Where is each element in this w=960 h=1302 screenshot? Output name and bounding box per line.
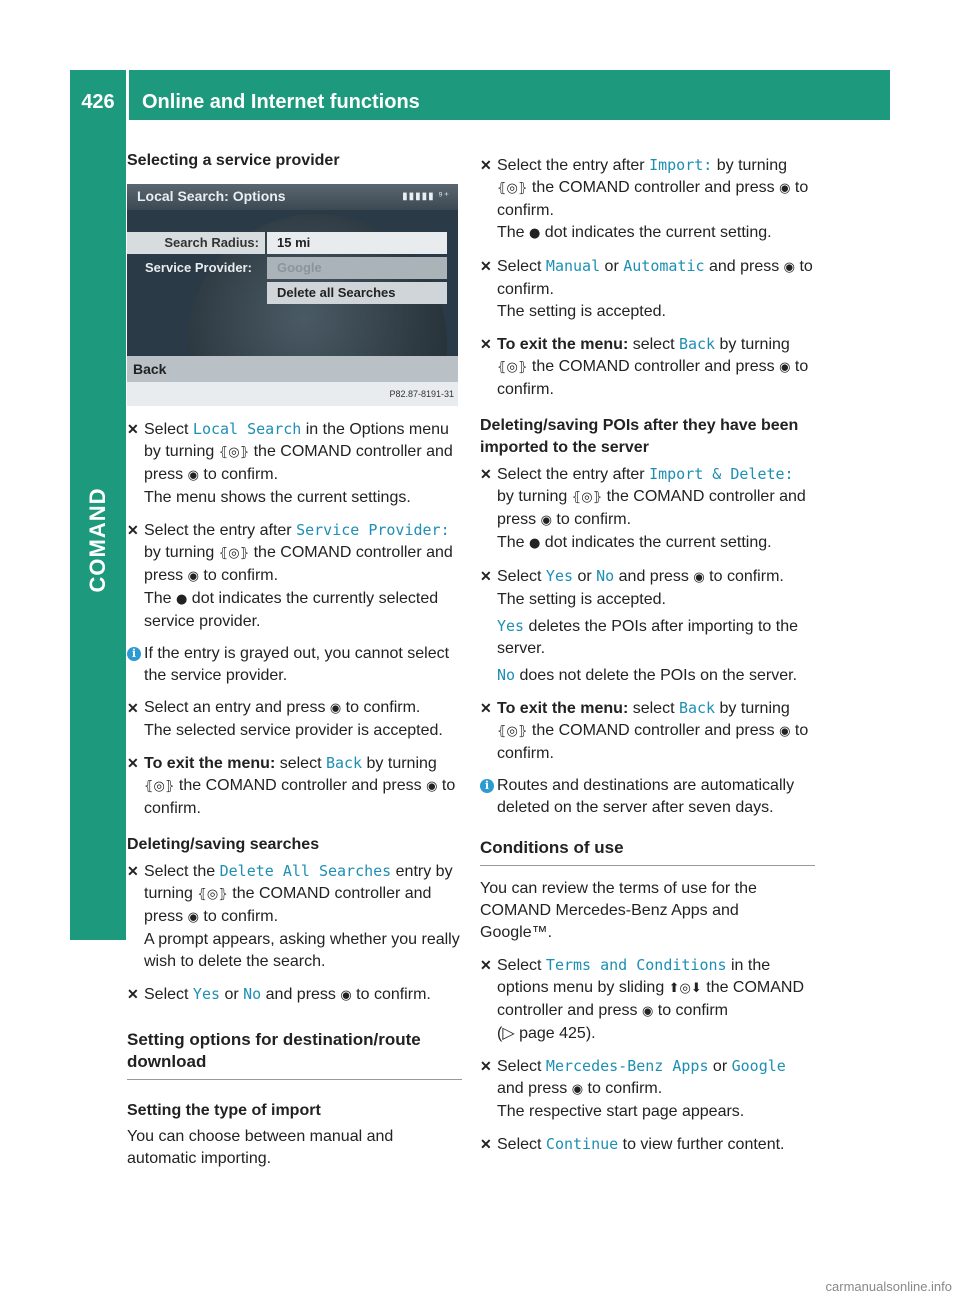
step-delete-all: ✕ Select the Delete All Searches entry by turning ⦃◎⦄ the COMAND controller and press ◉ to confirm. A prompt appears, asking whether you really wish to delete the search. bbox=[127, 862, 460, 970]
info-note-grayed: i If the entry is grayed out, you cannot select the service provider. bbox=[127, 643, 462, 687]
left-column bbox=[127, 150, 462, 1170]
heading-delete-searches: Deleting/saving searches bbox=[127, 836, 320, 853]
dot-icon: ● bbox=[529, 536, 541, 551]
header-divider bbox=[126, 70, 129, 120]
step-bullet-icon: ✕ bbox=[127, 700, 139, 716]
page-reference-link[interactable]: (▷ page 425). bbox=[497, 1025, 596, 1042]
step-bullet-icon: ✕ bbox=[127, 755, 139, 771]
controller-press-icon: ◉ bbox=[187, 569, 199, 584]
controller-turn-icon: ⦃◎⦄ bbox=[218, 445, 250, 460]
controller-press-icon: ◉ bbox=[779, 360, 791, 375]
screen-title: Local Search: Options bbox=[137, 188, 286, 204]
step-exit-menu-3: ✕ To exit the menu: select Back by turning ⦃◎⦄ the COMAND controller and press ◉ to confirm. bbox=[480, 699, 809, 762]
step-import-entry: ✕ Select the entry after Import: by turning ⦃◎⦄ the COMAND controller and press ◉ to confirm. The ● dot indicates the current setting. bbox=[480, 156, 809, 241]
step-yes-no-2: ✕ Select Yes or No and press ◉ to confirm. The setting is accepted. Yes deletes the POIs after importing to the server. No does not delete the POIs on the server. bbox=[480, 567, 799, 684]
step-bullet-icon: ✕ bbox=[480, 568, 492, 584]
paragraph-import-type: You can choose between manual and automatic importing. bbox=[127, 1128, 394, 1167]
chapter-tab-label: COMAND bbox=[85, 487, 110, 593]
heading-route-download: Setting options for destination/route download bbox=[127, 1029, 462, 1080]
controller-press-icon: ◉ bbox=[426, 779, 438, 794]
screen-image-code: P82.87-8191-31 bbox=[127, 382, 458, 406]
step-bullet-icon: ✕ bbox=[480, 336, 492, 352]
step-bullet-icon: ✕ bbox=[480, 258, 492, 274]
controller-turn-icon: ⦃◎⦄ bbox=[497, 724, 528, 739]
step-bullet-icon: ✕ bbox=[480, 1058, 492, 1074]
controller-turn-icon: ⦃◎⦄ bbox=[218, 546, 250, 561]
step-exit-menu-2: ✕ To exit the menu: select Back by turning ⦃◎⦄ the COMAND controller and press ◉ to confirm. bbox=[480, 335, 809, 398]
step-manual-automatic: ✕ Select Manual or Automatic and press ◉ to confirm. The setting is accepted. bbox=[480, 257, 813, 320]
screen-radius-label: Search Radius: bbox=[127, 232, 265, 254]
step-bullet-icon: ✕ bbox=[127, 421, 139, 437]
step-bullet-icon: ✕ bbox=[480, 1136, 492, 1152]
step-apps-google: ✕ Select Mercedes-Benz Apps or Google and press ◉ to confirm. The respective start page appears. bbox=[480, 1057, 786, 1120]
controller-turn-icon: ⦃◎⦄ bbox=[497, 181, 528, 196]
dot-icon: ● bbox=[529, 226, 541, 241]
page-title: Online and Internet functions bbox=[142, 91, 420, 113]
screen-provider-value: Google bbox=[267, 257, 447, 279]
controller-slide-icon: ⬆◎⬇ bbox=[668, 981, 702, 996]
controller-press-icon: ◉ bbox=[187, 468, 199, 483]
info-icon: i bbox=[127, 647, 141, 661]
step-bullet-icon: ✕ bbox=[127, 863, 139, 879]
step-bullet-icon: ✕ bbox=[480, 957, 492, 973]
controller-press-icon: ◉ bbox=[329, 701, 342, 716]
right-column bbox=[480, 150, 815, 1156]
dot-icon: ● bbox=[176, 592, 188, 607]
signal-icon: ▮▮▮▮▮ ⁹⁺ bbox=[402, 191, 450, 202]
controller-press-icon: ◉ bbox=[340, 988, 352, 1003]
controller-press-icon: ◉ bbox=[779, 181, 791, 196]
heading-import-type: Setting the type of import bbox=[127, 1102, 321, 1119]
screen-provider-label: Service Provider: bbox=[145, 260, 252, 275]
page-header bbox=[70, 70, 890, 120]
step-import-delete: ✕ Select the entry after Import & Delete: by turning ⦃◎⦄ the COMAND controller and press ◉ to confirm. The ● dot indicates the current setting. bbox=[480, 465, 806, 551]
step-select-provider: ✕ Select the entry after Service Provider: by turning ⦃◎⦄ the COMAND controller and press ◉ to confirm. The ● dot indicates the currently selected service provider. bbox=[127, 521, 453, 630]
step-select-entry: ✕ Select an entry and press ◉ to confirm. The selected service provider is accepted. bbox=[127, 699, 443, 739]
paragraph-conditions: You can review the terms of use for the COMAND Mercedes-Benz Apps and Google™. bbox=[480, 880, 757, 941]
step-bullet-icon: ✕ bbox=[480, 157, 492, 173]
controller-turn-icon: ⦃◎⦄ bbox=[571, 490, 603, 505]
step-bullet-icon: ✕ bbox=[127, 522, 139, 538]
step-exit-menu: ✕ To exit the menu: select Back by turning ⦃◎⦄ the COMAND controller and press ◉ to confirm. bbox=[127, 754, 456, 817]
controller-press-icon: ◉ bbox=[693, 570, 705, 585]
step-continue: ✕ Select Continue to view further content. bbox=[480, 1135, 785, 1153]
comand-screen-image bbox=[127, 184, 458, 406]
screen-radius-value: 15 mi bbox=[267, 232, 447, 254]
heading-conditions: Conditions of use bbox=[480, 837, 815, 866]
controller-press-icon: ◉ bbox=[540, 513, 552, 528]
step-select-local-search: ✕ Select Local Search in the Options menu by turning ⦃◎⦄ the COMAND controller and press ◉ to confirm. The menu shows the current settings. bbox=[127, 420, 453, 506]
controller-turn-icon: ⦃◎⦄ bbox=[497, 360, 528, 375]
step-bullet-icon: ✕ bbox=[480, 700, 492, 716]
heading-pois: Deleting/saving POIs after they have been imported to the server bbox=[480, 417, 799, 456]
step-yes-no: ✕ Select Yes or No and press ◉ to confirm. bbox=[127, 985, 431, 1003]
step-bullet-icon: ✕ bbox=[480, 466, 492, 482]
screen-back: Back bbox=[127, 356, 458, 382]
step-bullet-icon: ✕ bbox=[127, 986, 139, 1002]
heading-select-provider: Selecting a service provider bbox=[127, 152, 340, 169]
info-note-routes: i Routes and destinations are automatically deleted on the server after seven days. bbox=[480, 775, 815, 819]
controller-press-icon: ◉ bbox=[641, 1004, 654, 1019]
controller-turn-icon: ⦃◎⦄ bbox=[144, 779, 175, 794]
controller-turn-icon: ⦃◎⦄ bbox=[197, 887, 228, 902]
step-terms: ✕ Select Terms and Conditions in the options menu by sliding ⬆◎⬇ the COMAND controller and press ◉ to confirm (▷ page 425). bbox=[480, 956, 805, 1042]
controller-press-icon: ◉ bbox=[783, 260, 796, 275]
controller-press-icon: ◉ bbox=[187, 910, 199, 925]
controller-press-icon: ◉ bbox=[571, 1082, 584, 1097]
controller-press-icon: ◉ bbox=[779, 724, 791, 739]
screen-delete-all: Delete all Searches bbox=[267, 282, 447, 304]
info-icon: i bbox=[480, 779, 494, 793]
page-number: 426 bbox=[81, 91, 115, 113]
watermark: carmanualsonline.info bbox=[825, 1279, 952, 1294]
